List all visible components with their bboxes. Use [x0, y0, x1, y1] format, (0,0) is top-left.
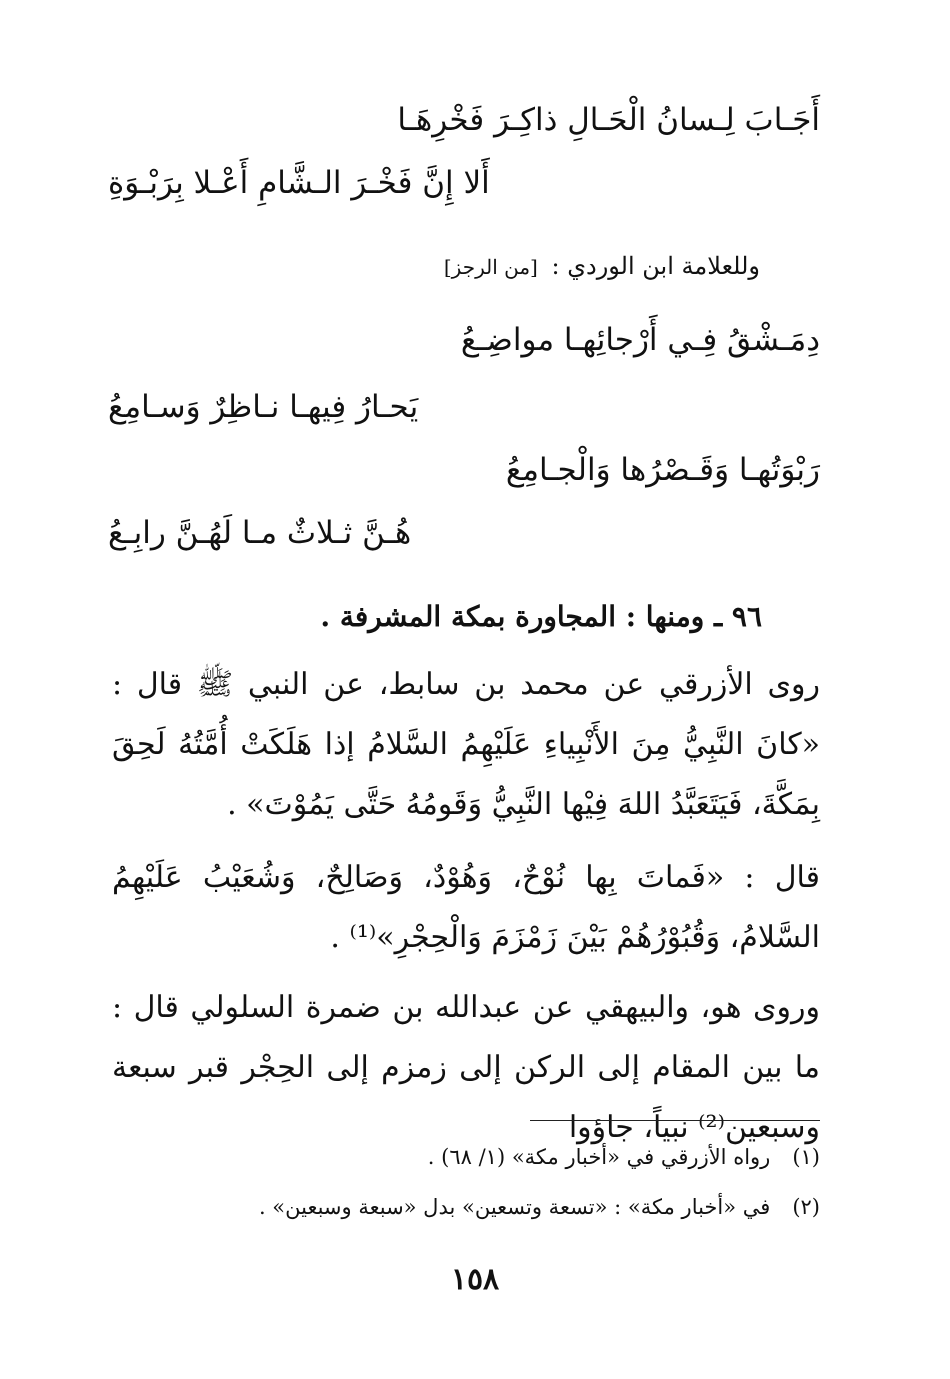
footnote-1-number: (١)	[792, 1145, 820, 1169]
paragraph-2: قال : «فَماتَ بِها نُوْحٌ، وَهُوْدٌ، وَصَالِحٌ، وَشُعَيْبُ عَلَيْهِمُ السَّلامُ، وَقُبُوْرُهُمْ بَيْنَ زَمْزَمَ وَالْحِجْرِ»⁽¹⁾ .	[112, 860, 820, 955]
poem2-line1: دِمَـشْقُ فِـي أَرْجائِهـا مواضِـعُ	[460, 322, 820, 358]
poem1-line1: أَجَـابَ لِـسانُ الْحَـالِ ذاكِـرَ فَخْرِهَـا	[397, 102, 820, 138]
page-number: ١٥٨	[450, 1262, 500, 1297]
footnote-2-number: (٢)	[792, 1195, 820, 1219]
paragraph-1: روى الأزرقي عن محمد بن سابط، عن النبي ﷺ قال : «كانَ النَّبِيُّ مِنَ الأَنْبِياءِ عَلَيْهِمُ السَّلامُ إذا هَلَكَتْ أُمَّتُهُ لَحِقَ بِمَكَّةَ، فَيَتَعَبَّدُ اللهَ فِيْها النَّبِيُّ وَقَومُهُ حَتَّى يَمُوْتَ» .	[112, 667, 820, 822]
section-heading: ٩٦ ـ ومنها : المجاورة بمكة المشرفة .	[320, 600, 762, 633]
poem2-line2: يَحـارُ فِيهـا نـاظِرٌ وَسـامِعُ	[108, 389, 419, 425]
paragraph-3: وروى هو، والبيهقي عن عبدالله بن ضمرة السلولي قال : ما بين المقام إلى الركن إلى زمزم إلى الحِجْر قبر سبعة وسبعين⁽²⁾ نبياً، جاؤوا	[112, 990, 820, 1145]
footnote-1	[428, 1145, 820, 1169]
footnote-1-text: رواه الأزرقي في «أخبار مكة» (١/ ٦٨) .	[427, 1145, 771, 1169]
poem2-line4: هُـنَّ ثـلاثٌ مـا لَهُـنَّ رابِـعُ	[108, 515, 412, 551]
footnote-2-text: في «أخبار مكة» : «تسعة وتسعين» بدل «سبعة وسبعين» .	[258, 1195, 771, 1219]
poem2-intro-text: وللعلامة ابن الوردي :	[551, 252, 760, 280]
footnote-2	[259, 1195, 820, 1219]
poem2-intro	[444, 252, 760, 280]
footnote-divider	[530, 1120, 820, 1121]
poem2-line3: رَبْوَتُهـا وَقَـصْرُها وَالْجـامِعُ	[505, 452, 820, 488]
poem1-line2: أَلا إِنَّ فَخْـرَ الـشَّامِ أَعْـلا بِرَبْـوَةِ	[108, 165, 490, 201]
poem2-meter: [من الرجز]	[443, 255, 538, 279]
